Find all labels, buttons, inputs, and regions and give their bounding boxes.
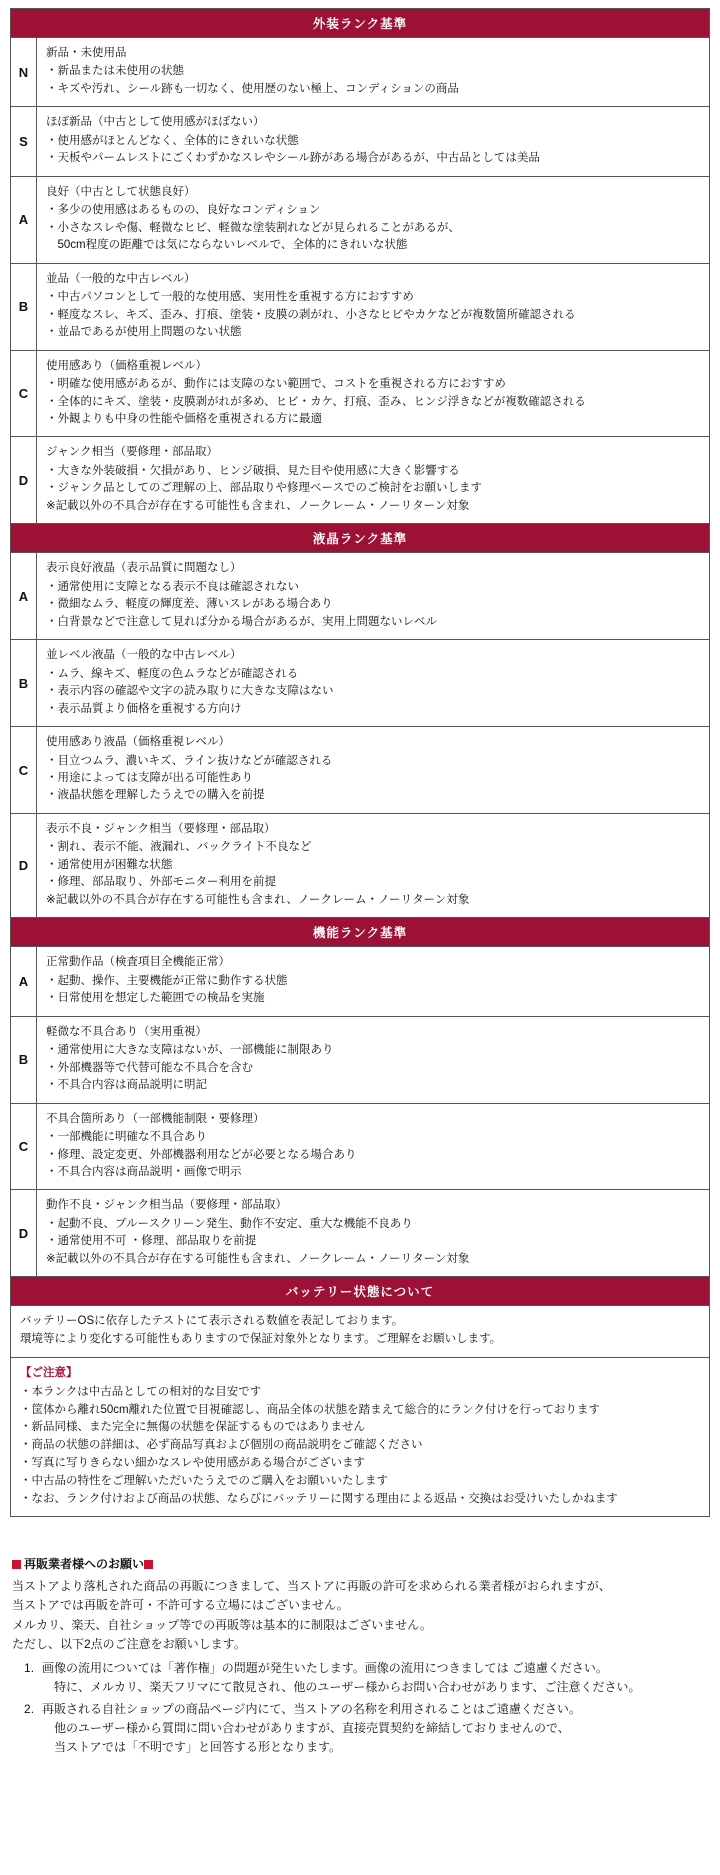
reseller-paragraph: 当ストアでは再販を許可・不許可する立場にはございません。	[12, 1598, 349, 1613]
list-item: ・修理、設定変更、外部機器利用などが必要となる場合あり	[46, 1148, 357, 1161]
section-divider-space	[10, 1517, 710, 1555]
list-item: ・一部機能に明確な不具合あり	[46, 1131, 207, 1144]
criteria-row	[11, 38, 709, 107]
section-header-battery: バッテリー状態について	[11, 1277, 709, 1306]
list-item: ・なお、ランク付けおよび商品の状態、ならびにバッテリーに関する理由による返品・交換はお受けいたしかねます	[20, 1492, 618, 1505]
list-item: ・キズや汚れ、シール跡も一切なく、使用歴のない極上、コンディションの商品	[46, 82, 459, 95]
section-header-function: 機能ランク基準	[11, 918, 709, 947]
list-item: ・本ランクは中古品としての相対的な目安です	[20, 1385, 262, 1398]
reseller-paragraph: 当ストアより落札された商品の再販につきまして、当ストアに再販の許可を求められる業者様がおられますが、	[12, 1578, 611, 1593]
list-item: ・外観よりも中身の性能や価格を重視される方に最適	[46, 412, 322, 425]
reseller-item-main: 再販される自社ショップの商品ページ内にて、当ストアの名称を利用されることはご遠慮ください。	[42, 1701, 581, 1716]
criteria-row	[11, 351, 709, 438]
battery-line: バッテリーOSに依存したテストにて表示される数値を表記しております。	[20, 1315, 404, 1328]
rank-label: A	[11, 177, 37, 263]
criteria-title: 表示不良・ジャンク相当（要修理・部品取）	[46, 822, 276, 835]
list-item: ・使用感がほとんどなく、全体的にきれいな状態	[46, 134, 299, 147]
criteria-title: ジャンク相当（要修理・部品取）	[46, 446, 219, 459]
criteria-list	[46, 666, 701, 718]
rank-label: A	[11, 553, 37, 639]
criteria-body	[37, 177, 709, 263]
list-item	[12, 1700, 708, 1758]
rank-label: A	[11, 947, 37, 1015]
square-bullet-icon	[12, 1560, 21, 1569]
list-item: ・ジャンク品としてのご理解の上、部品取りや修理ベースでのご検討をお願いします	[46, 482, 482, 495]
criteria-title: 並レベル液晶（一般的な中古レベル）	[46, 649, 242, 662]
reseller-paragraph: ただし、以下2点のご注意をお願いします。	[12, 1637, 246, 1652]
criteria-list	[46, 463, 701, 515]
criteria-body	[37, 264, 709, 350]
list-item: ・不具合内容は商品説明・画像で明示	[46, 1165, 242, 1178]
rank-label: C	[11, 1104, 37, 1190]
criteria-list	[46, 579, 701, 631]
list-item: ・通常使用に大きな支障はないが、一部機能に制限あり	[46, 1044, 334, 1057]
square-bullet-icon	[144, 1560, 153, 1569]
reseller-paragraph: メルカリ、楽天、自社ショップ等での再販等は基本的に制限はございません。	[12, 1617, 432, 1632]
criteria-body	[37, 38, 709, 106]
criteria-title: 使用感あり（価格重視レベル）	[46, 359, 207, 372]
criteria-row	[11, 264, 709, 351]
criteria-row	[11, 727, 709, 814]
list-item: ※記載以外の不具合が存在する可能性も含まれ、ノークレーム・ノーリターン対象	[46, 1252, 470, 1265]
reseller-heading-text: 再販業者様へのお願い	[24, 1557, 145, 1572]
criteria-body	[37, 1104, 709, 1190]
criteria-body	[37, 437, 709, 523]
criteria-title: 軽微な不具合あり（実用重視）	[46, 1025, 207, 1038]
criteria-body	[37, 1190, 709, 1276]
list-item: ・表示品質より価格を重視する方向け	[46, 702, 242, 715]
notice-block	[11, 1358, 709, 1518]
criteria-row	[11, 553, 709, 640]
criteria-row	[11, 814, 709, 918]
criteria-row	[11, 107, 709, 176]
list-item: ・天板やパームレストにごくわずかなスレやシール跡がある場合があるが、中古品としては美品	[46, 152, 540, 165]
list-item: ・割れ、表示不能、液漏れ、バックライト不良など	[46, 841, 312, 854]
list-item: ・新品または未使用の状態	[46, 65, 184, 78]
criteria-body	[37, 351, 709, 437]
battery-note	[11, 1306, 709, 1358]
section-header-exterior: 外装ランク基準	[11, 9, 709, 38]
criteria-list	[46, 202, 701, 254]
reseller-item-sub: 特に、メルカリ、楽天フリマにて散見され、他のユーザー様からお問い合わせがあります、ご注意ください。	[54, 1680, 641, 1695]
list-item: ・日常使用を想定した範囲での検品を実施	[46, 992, 265, 1005]
criteria-row	[11, 1104, 709, 1191]
rank-label: D	[11, 1190, 37, 1276]
list-item: ・並品であるが使用上問題のない状態	[46, 326, 242, 339]
criteria-body	[37, 1017, 709, 1103]
criteria-row	[11, 947, 709, 1016]
list-item: ・表示内容の確認や文字の読み取りに大きな支障はない	[46, 685, 334, 698]
reseller-item-sub: 他のユーザー様から質問に問い合わせがありますが、直接売買契約を締結しておりませんので、	[54, 1720, 570, 1735]
rank-label: N	[11, 38, 37, 106]
list-item: ・ムラ、線キズ、軽度の色ムラなどが確認される	[46, 667, 299, 680]
criteria-row	[11, 177, 709, 264]
criteria-title: 使用感あり液晶（価格重視レベル）	[46, 736, 230, 749]
criteria-row	[11, 1190, 709, 1277]
list-item: ・大きな外装破損・欠損があり、ヒンジ破損、見た目や使用感に大きく影響する	[46, 464, 460, 477]
list-item: ・明確な使用感があるが、動作には支障のない範囲で、コストを重視される方におすすめ	[46, 378, 506, 391]
criteria-list	[46, 133, 701, 168]
reseller-item-main: 画像の流用については「著作権」の問題が発生いたします。画像の流用につきましては ご遠慮ください。	[42, 1660, 608, 1675]
rank-label: D	[11, 814, 37, 917]
criteria-list	[46, 1129, 701, 1181]
rank-label: D	[11, 437, 37, 523]
rank-label: S	[11, 107, 37, 175]
notice-list	[20, 1384, 700, 1509]
criteria-title: 不具合箇所あり（一部機能制限・要修理）	[46, 1112, 265, 1125]
list-item: ・全体的にキズ、塗装・皮膜剥がれが多め、ヒビ・カケ、打痕、歪み、ヒンジ浮きなどが複数確認される	[46, 395, 586, 408]
notice-title: 【ご注意】	[20, 1366, 78, 1379]
list-item: ・起動不良、ブルースクリーン発生、動作不安定、重大な機能不良あり	[46, 1217, 413, 1230]
reseller-heading	[12, 1555, 708, 1574]
criteria-title: 新品・未使用品	[46, 47, 127, 59]
list-item: ・多少の使用感はあるものの、良好なコンディション	[46, 204, 321, 217]
list-item: ・液晶状態を理解したうえでの購入を前提	[46, 789, 265, 802]
rank-label: C	[11, 351, 37, 437]
list-item: ・通常使用不可 ・修理、部品取りを前提	[46, 1235, 257, 1248]
rank-label: B	[11, 264, 37, 350]
criteria-title: 正常動作品（検査項目全機能正常）	[46, 956, 230, 969]
list-item: ・新品同様、また完全に無傷の状態を保証するものではありません	[20, 1421, 365, 1434]
list-item: ※記載以外の不具合が存在する可能性も含まれ、ノークレーム・ノーリターン対象	[46, 499, 470, 512]
criteria-body	[37, 727, 709, 813]
criteria-list	[46, 376, 701, 428]
list-item: ・修理、部品取り、外部モニター利用を前提	[46, 876, 276, 889]
list-item: ・用途によっては支障が出る可能性あり	[46, 772, 253, 784]
criteria-list	[46, 1042, 701, 1094]
criteria-list	[46, 753, 701, 805]
section-header-lcd: 液晶ランク基準	[11, 524, 709, 553]
criteria-list	[46, 289, 701, 341]
criteria-list	[46, 973, 701, 1008]
list-item: ※記載以外の不具合が存在する可能性も含まれ、ノークレーム・ノーリターン対象	[46, 893, 470, 906]
list-item: ・微細なムラ、軽度の輝度差、薄いスレがある場合あり	[46, 598, 333, 611]
list-item: ・通常使用が困難な状態	[46, 858, 173, 871]
list-item: ・白背景などで注意して見れば分かる場合があるが、実用上問題ないレベル	[46, 615, 437, 628]
list-item: ・目立つムラ、濃いキズ、ライン抜けなどが確認される	[46, 754, 333, 767]
list-item: ・軽度なスレ、キズ、歪み、打痕、塗装・皮膜の剥がれ、小さなヒビやカケなどが複数箇所確認される	[46, 308, 576, 321]
criteria-row	[11, 437, 709, 524]
criteria-title: ほぼ新品（中古として使用感がほぼない）	[46, 116, 265, 129]
reseller-item-sub: 当ストアでは「不明です」と回答する形となります。	[54, 1740, 342, 1755]
criteria-list	[46, 1216, 701, 1268]
criteria-row	[11, 640, 709, 727]
list-item: ・商品の状態の詳細は、必ず商品写真および個別の商品説明をご確認ください	[20, 1439, 423, 1452]
criteria-list	[46, 63, 701, 98]
rank-label: C	[11, 727, 37, 813]
list-item: ・中古パソコンとして一般的な使用感、実用性を重視する方におすすめ	[46, 291, 414, 304]
list-item: ・小さなスレや傷、軽微なヒビ、軽微な塗装割れなどが見られることがあるが、	[46, 221, 460, 234]
list-item: ・通常使用に支障となる表示不良は確認されない	[46, 580, 299, 593]
criteria-body	[37, 814, 709, 917]
criteria-body	[37, 640, 709, 726]
list-item: ・中古品の特性をご理解いただいたうえでのご購入をお願いいたします	[20, 1474, 388, 1487]
list-item: ・起動、操作、主要機能が正常に動作する状態	[46, 974, 288, 987]
battery-line: 環境等により変化する可能性もありますので保証対象外となります。ご理解をお願いします。	[20, 1333, 502, 1346]
list-item: ・不具合内容は商品説明に明記	[46, 1079, 207, 1092]
reseller-items	[12, 1659, 708, 1758]
reseller-notice	[10, 1555, 710, 1757]
criteria-body	[37, 553, 709, 639]
criteria-title: 表示良好液晶（表示品質に問題なし）	[46, 562, 242, 575]
rank-label: B	[11, 640, 37, 726]
list-item: ・写真に写りきらない細かなスレや使用感がある場合がございます	[20, 1457, 365, 1469]
criteria-row	[11, 1017, 709, 1104]
criteria-title: 動作不良・ジャンク相当品（要修理・部品取）	[46, 1199, 288, 1212]
criteria-title: 並品（一般的な中古レベル）	[46, 272, 196, 285]
criteria-body	[37, 107, 709, 175]
list-item: ・外部機器等で代替可能な不具合を含む	[46, 1061, 253, 1074]
list-item: 50cm程度の距離では気にならないレベルで、全体的にきれいな状態	[46, 239, 408, 252]
list-item	[12, 1659, 708, 1698]
criteria-body	[37, 947, 709, 1015]
criteria-list	[46, 839, 701, 909]
list-item: ・筐体から離れ50cm離れた位置で目視確認し、商品全体の状態を踏まえて総合的にランク付けを行っております	[20, 1403, 600, 1416]
criteria-tables	[10, 8, 710, 1517]
criteria-title: 良好（中古として状態良好）	[46, 185, 196, 198]
rank-label: B	[11, 1017, 37, 1103]
